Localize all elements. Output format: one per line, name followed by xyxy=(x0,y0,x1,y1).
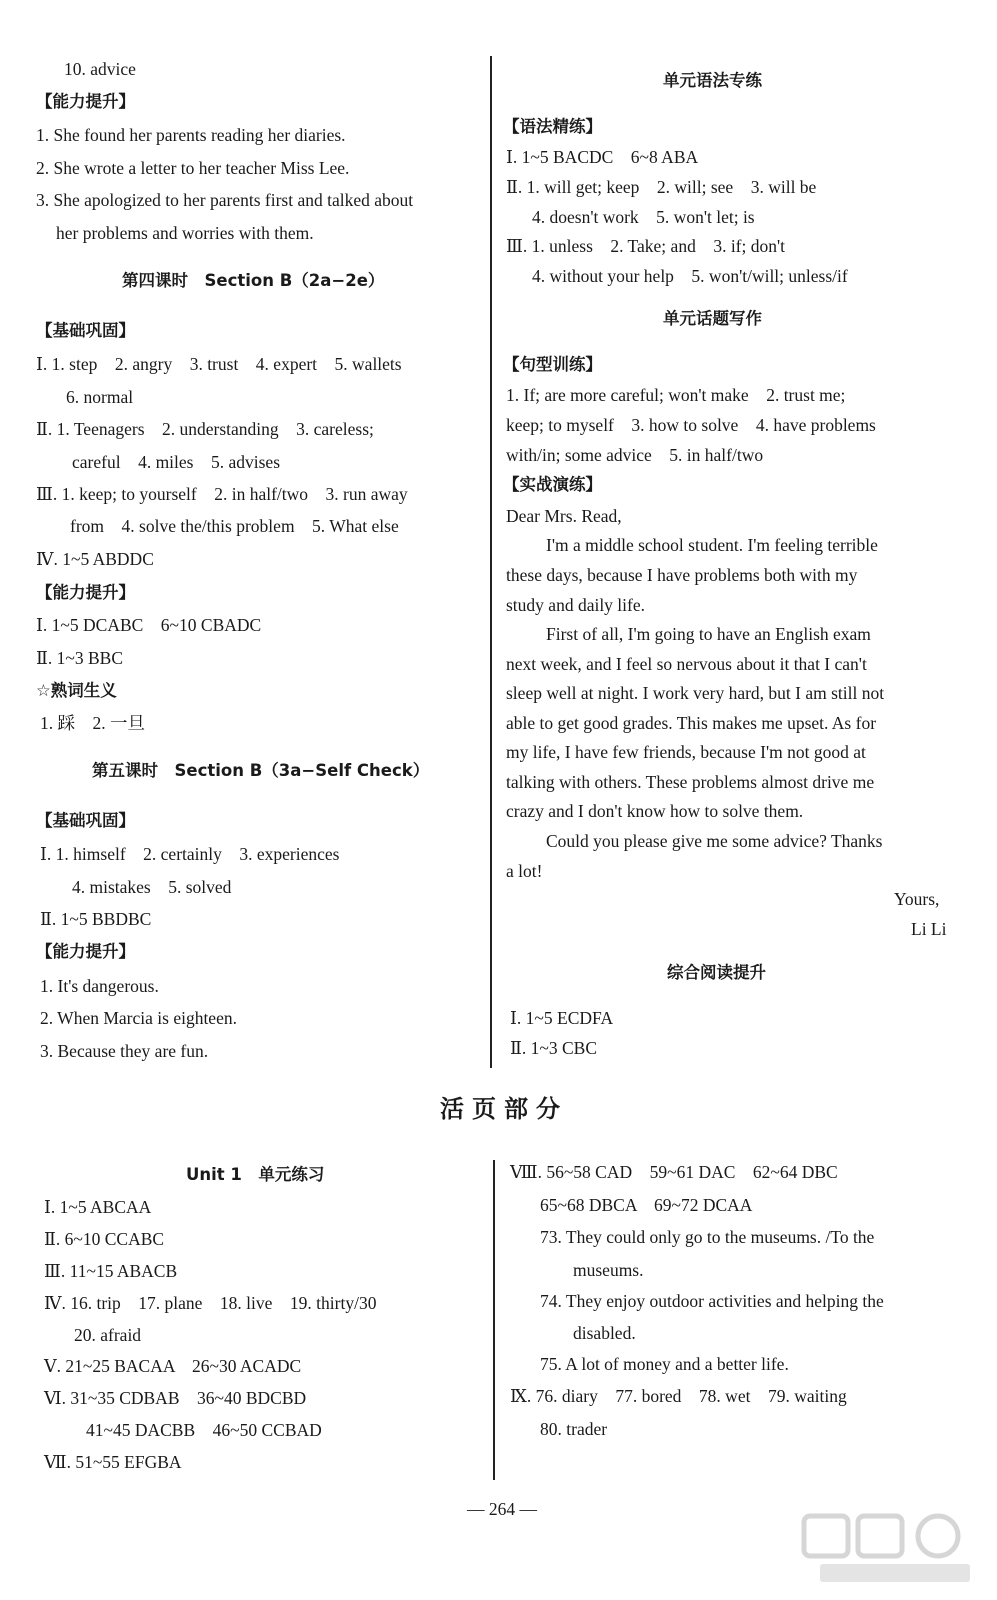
answer-line: 65~68 DBCA 69~72 DCAA xyxy=(540,1195,753,1215)
answer-line: 4. mistakes 5. solved xyxy=(72,877,232,897)
answer-line: disabled. xyxy=(573,1323,636,1343)
letter-line: sleep well at night. I work very hard, but I am still not xyxy=(506,683,885,703)
answer-line: Ⅱ. 1~5 BBDBC xyxy=(40,909,152,929)
answer-line: 3. Because they are fun. xyxy=(40,1041,209,1061)
section-heading: ☆熟词生义 xyxy=(36,681,117,700)
section-heading: 【实战演练】 xyxy=(503,475,602,494)
answer-line: Ⅰ. 1~5 ABCAA xyxy=(44,1197,152,1217)
lesson-title: 第四课时 Section B（2a−2e） xyxy=(122,271,385,290)
answer-line: her problems and worries with them. xyxy=(56,223,314,243)
answer-line: 75. A lot of money and a better life. xyxy=(540,1354,789,1374)
answer-line: Ⅱ. 1. will get; keep 2. will; see 3. will be xyxy=(506,177,817,197)
letter-closing: Yours, xyxy=(894,889,940,909)
answer-line: with/in; some advice 5. in half/two xyxy=(506,445,764,465)
letter-line: a lot! xyxy=(506,861,543,881)
answer-line: from 4. solve the/this problem 5. What else xyxy=(70,516,399,536)
answer-line: 4. without your help 5. won't/will; unless/if xyxy=(532,266,848,286)
letter-line: next week, and I feel so nervous about it that I can't xyxy=(506,654,867,674)
answer-line: Ⅰ. 1. himself 2. certainly 3. experiences xyxy=(40,844,340,864)
answer-line: Ⅷ. 56~58 CAD 59~61 DAC 62~64 DBC xyxy=(510,1162,838,1182)
section-title: 活页部分 xyxy=(440,1094,568,1123)
section-heading: 【能力提升】 xyxy=(36,942,135,961)
letter-line: talking with others. These problems almost drive me xyxy=(506,772,875,792)
answer-line: museums. xyxy=(573,1260,644,1280)
lesson-title: 第五课时 Section B（3a−Self Check） xyxy=(92,761,430,780)
page-number: — 264 — xyxy=(467,1499,537,1519)
answer-line: 2. She wrote a letter to her teacher Miss Lee. xyxy=(36,158,350,178)
answer-line: 73. They could only go to the museums. /To the xyxy=(540,1227,875,1247)
answer-line: 6. normal xyxy=(66,387,134,407)
answer-line: Ⅱ. 6~10 CCABC xyxy=(44,1229,165,1249)
answer-line: 74. They enjoy outdoor activities and helping the xyxy=(540,1291,884,1311)
section-heading: 【基础巩固】 xyxy=(36,321,135,340)
answer-line: careful 4. miles 5. advises xyxy=(72,452,281,472)
answer-line: Ⅱ. 1~3 CBC xyxy=(510,1038,598,1058)
answer-line: Ⅳ. 1~5 ABDDC xyxy=(36,549,154,569)
answer-line: 1. It's dangerous. xyxy=(40,976,159,996)
watermark-logo xyxy=(800,1510,980,1590)
letter-line: my life, I have few friends, because I'm not good at xyxy=(506,742,866,762)
answer-line: Ⅱ. 1. Teenagers 2. understanding 3. careless; xyxy=(36,419,374,439)
answer-line: 2. When Marcia is eighteen. xyxy=(40,1008,237,1028)
letter-line: study and daily life. xyxy=(506,595,646,615)
answer-line: 1. 踩 2. 一旦 xyxy=(40,713,145,733)
section-heading: 【语法精练】 xyxy=(503,117,602,136)
answer-line: 1. She found her parents reading her diaries. xyxy=(36,125,346,145)
answer-line: Ⅲ. 1. unless 2. Take; and 3. if; don't xyxy=(506,236,786,256)
answer-line: 20. afraid xyxy=(74,1325,142,1345)
answer-line: Ⅲ. 1. keep; to yourself 2. in half/two 3. run away xyxy=(36,484,408,504)
section-heading: 【句型训练】 xyxy=(503,355,602,374)
answer-line: Ⅳ. 16. trip 17. plane 18. live 19. thirty/30 xyxy=(44,1293,377,1313)
answer-line: 10. advice xyxy=(64,59,136,79)
letter-line: First of all, I'm going to have an English exam xyxy=(546,624,871,644)
answer-line: Ⅲ. 11~15 ABACB xyxy=(44,1261,178,1281)
answer-line: 80. trader xyxy=(540,1419,608,1439)
answer-line: 1. If; are more careful; won't make 2. trust me; xyxy=(506,385,846,405)
answer-line: Ⅴ. 21~25 BACAA 26~30 ACADC xyxy=(44,1356,302,1376)
section-heading: 【基础巩固】 xyxy=(36,811,135,830)
answer-line: Ⅰ. 1~5 ECDFA xyxy=(510,1008,614,1028)
unit-heading: 综合阅读提升 xyxy=(667,963,766,982)
answer-line: Ⅰ. 1. step 2. angry 3. trust 4. expert 5. wallets xyxy=(36,354,402,374)
section-heading: 【能力提升】 xyxy=(36,92,135,111)
column-divider-top xyxy=(490,56,492,1068)
answer-line: 3. She apologized to her parents first and talked about xyxy=(36,190,414,210)
unit-title: Unit 1 单元练习 xyxy=(186,1165,325,1184)
unit-heading: 单元语法专练 xyxy=(663,71,762,90)
section-heading: 【能力提升】 xyxy=(36,583,135,602)
answer-line: Ⅰ. 1~5 BACDC 6~8 ABA xyxy=(506,147,699,167)
unit-heading: 单元话题写作 xyxy=(663,309,762,328)
letter-line: crazy and I don't know how to solve them. xyxy=(506,801,804,821)
answer-line: Ⅶ. 51~55 EFGBA xyxy=(44,1452,182,1472)
answer-line: 4. doesn't work 5. won't let; is xyxy=(532,207,755,227)
answer-line: Ⅱ. 1~3 BBC xyxy=(36,648,124,668)
answer-line: Ⅵ. 31~35 CDBAB 36~40 BDCBD xyxy=(44,1388,307,1408)
answer-line: Ⅸ. 76. diary 77. bored 78. wet 79. waiting xyxy=(510,1386,847,1406)
letter-line: I'm a middle school student. I'm feeling terrible xyxy=(546,535,878,555)
answer-line: keep; to myself 3. how to solve 4. have problems xyxy=(506,415,876,435)
answer-line: Ⅰ. 1~5 DCABC 6~10 CBADC xyxy=(36,615,262,635)
letter-signature: Li Li xyxy=(911,919,947,939)
letter-line: Could you please give me some advice? Thanks xyxy=(546,831,883,851)
letter-line: able to get good grades. This makes me upset. As for xyxy=(506,713,877,733)
column-divider-bottom xyxy=(493,1160,495,1480)
letter-line: Dear Mrs. Read, xyxy=(506,506,622,526)
letter-line: these days, because I have problems both with my xyxy=(506,565,858,585)
answer-line: 41~45 DACBB 46~50 CCBAD xyxy=(86,1420,322,1440)
